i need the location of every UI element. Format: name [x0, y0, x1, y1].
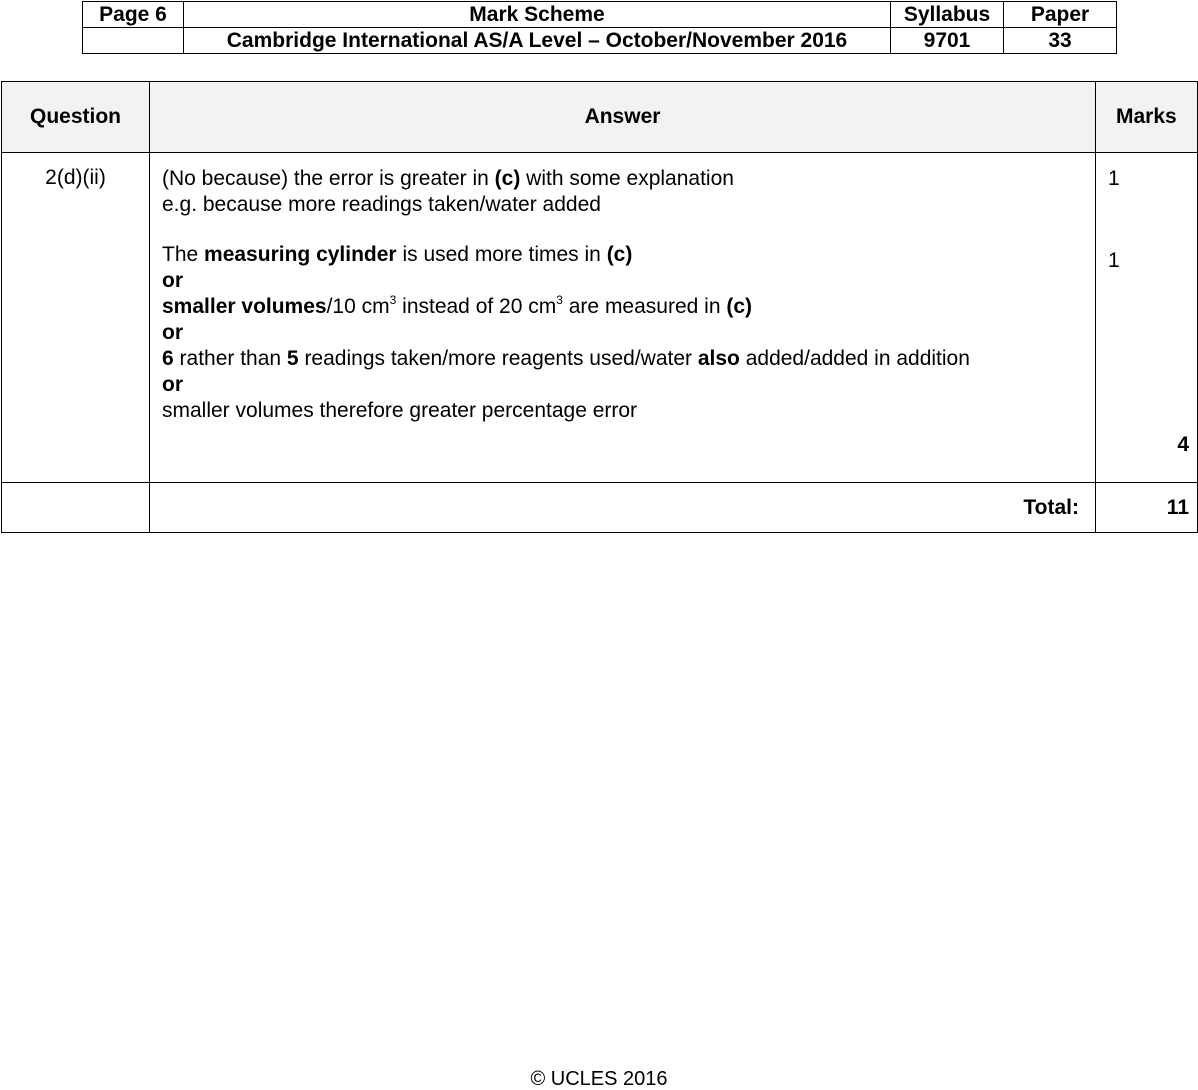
- or-separator: or: [162, 373, 183, 396]
- mark-value: 1: [1108, 249, 1120, 272]
- syllabus-label: Syllabus: [891, 2, 1004, 28]
- total-label: Total:: [150, 483, 1096, 533]
- answer-line: smaller volumes therefore greater percentage error: [162, 399, 638, 422]
- total-blank-cell: [2, 483, 150, 533]
- syllabus-code: 9701: [891, 28, 1004, 54]
- or-separator: or: [162, 269, 183, 292]
- total-row: [2, 483, 1198, 533]
- question-number: 2(d)(ii): [2, 153, 150, 483]
- answer-column-header: Answer: [150, 82, 1096, 153]
- header-table: [82, 1, 1117, 54]
- answer-line: (No because) the error is greater in (c) with some explanation: [162, 167, 734, 190]
- paper-label: Paper: [1004, 2, 1117, 28]
- marks-column-header: Marks: [1096, 82, 1198, 153]
- document-title: Mark Scheme: [184, 2, 891, 28]
- mark-subtotal: 4: [1177, 433, 1189, 456]
- answer-cell: [150, 153, 1096, 483]
- question-column-header: Question: [2, 82, 150, 153]
- table-row: [2, 153, 1198, 483]
- or-separator: or: [162, 321, 183, 344]
- total-value: 11: [1096, 483, 1198, 533]
- mark-scheme-table: [1, 81, 1198, 533]
- answer-line: e.g. because more readings taken/water added: [162, 193, 601, 216]
- answer-line: The measuring cylinder is used more times in (c): [162, 243, 633, 266]
- answer-line: 6 rather than 5 readings taken/more reagents used/water also added/added in addition: [162, 347, 970, 370]
- exam-title: Cambridge International AS/A Level – October/November 2016: [184, 28, 891, 54]
- answer-line: smaller volumes/10 $cm^3$ instead of 20 $cm^3$ are measured in (c): [162, 293, 753, 318]
- page-label-blank: [83, 28, 184, 54]
- page-label: Page 6: [83, 2, 184, 28]
- paper-number: 33: [1004, 28, 1117, 54]
- marks-cell: [1096, 153, 1198, 483]
- copyright-footer: © UCLES 2016: [530, 1068, 668, 1090]
- mark-value: 1: [1108, 167, 1120, 190]
